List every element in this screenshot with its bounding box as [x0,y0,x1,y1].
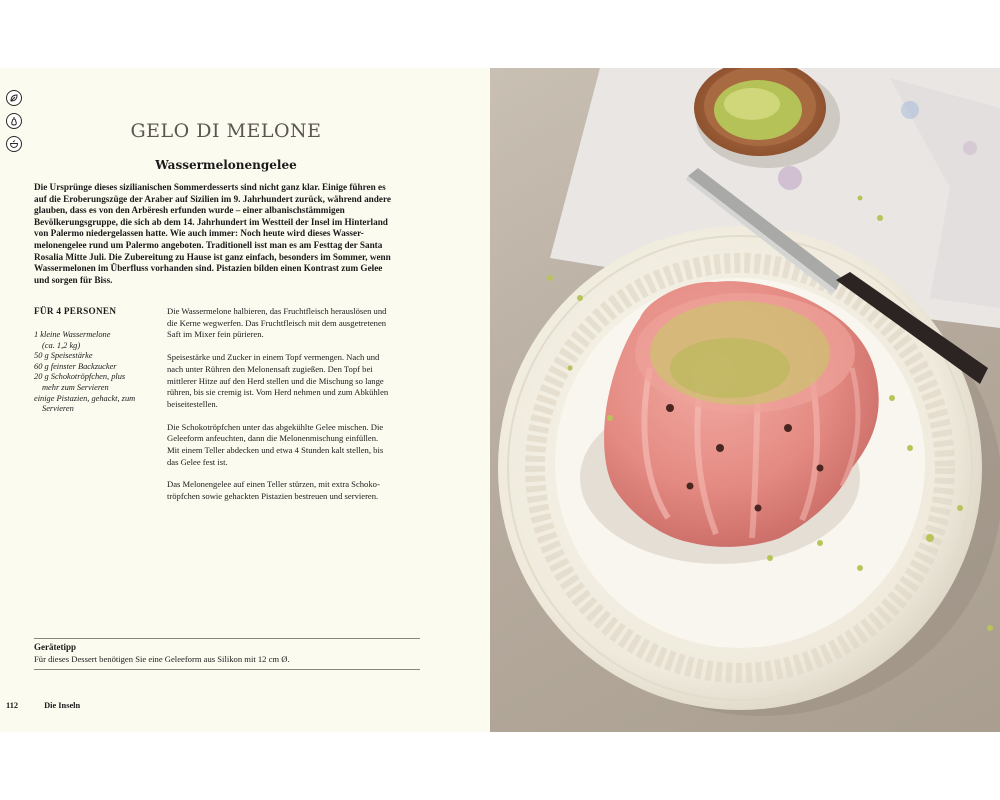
step-line: Die Schokotröpfchen unter das abgekühlte Gelee mischen. Die [167,421,384,432]
ingredient-text-cont: mehr zum Servieren [42,382,109,392]
pistachio-crumb [987,625,993,631]
step-line: Das Melonengelee auf einen Teller stürzen, mit extra Schoko- [167,479,380,490]
step-line: die Kerne wegwerfen. Das Fruchtfleisch mit dem ausgetretenen [167,317,387,328]
pistachio-crumb [877,215,883,221]
step-line: beiseitestellen. [167,398,218,409]
recipe-subtitle: Wassermelonengelee [155,158,297,172]
chocolate-drop [817,465,824,472]
ingredient-text-cont: (ca. 1,2 kg) [42,340,81,350]
ingredient-item [34,351,158,362]
step-line: tröpfchen sowie gehackten Pistazien bestreuen und servieren. [167,491,379,502]
intro-line: und sorgen für Biss. [34,274,113,285]
intro-line: melonengelee rund um Palermo angeboten. Traditionell isst man es am Festtag der Santa [34,239,383,250]
ingredient-item [34,394,158,415]
intro-line: Rosalia Mitte Juli. Die Zubereitung zu Hause ist ganz einfach, besonders im Sommer, wenn [34,251,391,262]
page-footer [6,701,80,710]
pistachio-crumb [547,275,553,281]
dish-photo [490,68,1000,732]
pistachio-crumb [857,565,863,571]
divider [34,638,420,639]
pistachio-crumb [607,415,613,421]
pistachio-crumb [957,505,963,511]
ingredient-text: 20 g Schokotröpfchen, plus [34,372,126,382]
pistachio-crumb [858,196,863,201]
recipe-intro [34,182,420,286]
pistachio-topping [670,338,790,398]
embroidery-flower [901,101,919,119]
chocolate-drop [784,424,792,432]
intro-line: Wassermelonen im Überfluss vorhanden sind. Pistazien bilden einen Kontrast zum Gelee [34,263,383,274]
intro-line: von Palermo niedergelassen hatte. Wie auch immer: Noch heute wird dieses Wasser- [34,228,364,239]
recipe-title: GELO DI MELONE [130,120,322,142]
tip-text: Für dieses Dessert benötigen Sie eine Geleeform aus Silikon mit 12 cm Ø. [34,654,290,664]
ingredient-text: 50 g Speisestärke [34,351,93,361]
chocolate-drop [687,483,694,490]
step-line: mittlerer Hitze auf den Herd stellen und die Mischung so lange [167,375,384,386]
ingredient-text: einige Pistazien, gehackt, zum [34,393,136,403]
chocolate-drop [755,505,762,512]
pistachio-crumb [926,534,934,542]
step-line: Speisestärke und Zucker in einem Topf vermengen. Nach und [167,352,380,363]
pistachio-crumb [817,540,823,546]
book-spread [0,68,1000,732]
pistachio-crumb [907,445,913,451]
pistachio-crumb [568,366,573,371]
intro-line: Die Ursprünge dieses sizilianischen Sommerdesserts sind nicht ganz klar. Einige führen es [34,182,386,192]
step-line: Saft im Mixer fein pürieren. [167,329,264,340]
ingredient-text: 60 g feinster Backzucker [34,361,117,371]
leaf-icon [6,90,22,106]
pistachio-crumb [889,395,895,401]
method-steps [167,306,420,514]
equipment-tip [34,638,420,670]
embroidery-flower [963,141,977,155]
step-line: rühren, bis sie cremig ist. Vom Herd nehmen und zum Abkühlen [167,387,389,398]
method-step [167,352,420,411]
servings-heading: FÜR 4 PERSONEN [34,306,117,316]
divider [34,669,420,670]
step-line: das Gelee fest ist. [167,456,228,467]
chocolate-drop [716,444,724,452]
step-line: Mit einem Teller abdecken und etwa 4 Stunden kalt stellen, bis [167,445,384,456]
step-line: Die Wassermelone halbieren, das Fruchtfleisch herauslösen und [167,306,387,316]
method-step [167,479,420,502]
ingredient-item [34,372,158,393]
ingredient-list [34,330,158,415]
section-name: Die Inseln [44,701,81,710]
pistachio-crumb [577,295,583,301]
dish-illustration [490,68,1000,732]
method-step [167,422,420,469]
intro-line: auf die Eroberungszüge der Araber auf Sizilien im 9. Jahrhundert zurück, während andere [34,193,391,204]
pistachio-pile-light [724,88,780,120]
chocolate-drop [666,404,674,412]
ingredient-item [34,362,158,373]
text-page [0,68,490,732]
page-number: 112 [6,701,19,710]
intro-line: Bevölkerungsgruppe, die sich ab dem 14. Jahrhundert im Westteil der Insel im Hinterland [34,216,388,227]
ingredient-text: 1 kleine Wassermelone [34,330,111,339]
ingredient-text-cont: Servieren [42,404,74,414]
method-step [167,306,420,341]
tip-heading: Gerätetipp [34,642,76,652]
embroidery-flower [778,166,802,190]
pistachio-crumb [767,555,773,561]
intro-line: glauben, dass es von den Arbëresh erfunden wurde – einer albanischstämmigen [34,205,345,216]
step-line: nach unter Rühren den Melonensaft zugießen. Den Topf bei [167,363,373,374]
ingredient-item [34,330,158,351]
step-line: Geleeform anfeuchten, dann die Melonenmischung einfüllen. [167,433,379,444]
